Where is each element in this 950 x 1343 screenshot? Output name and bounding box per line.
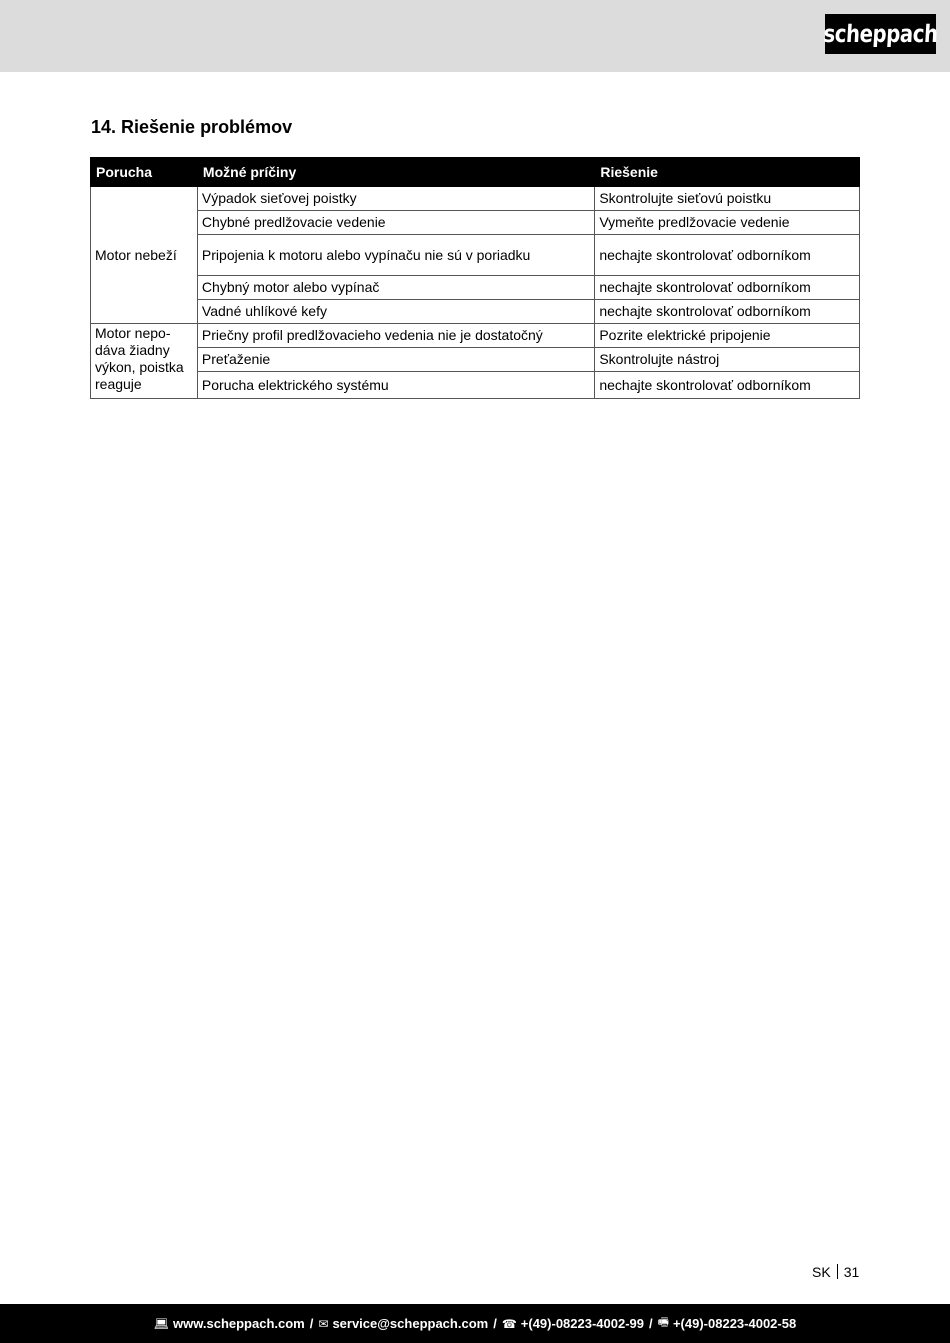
header-solution: Riešenie	[595, 158, 860, 187]
solution-cell: Pozrite elektrické pripojenie	[595, 324, 860, 348]
fax-number: +(49)-08223-4002-58	[672, 1316, 797, 1331]
footer-bar	[0, 1304, 950, 1343]
table-row	[91, 372, 860, 399]
fault-cell: Motor nebeží	[91, 187, 198, 324]
fault-cell: Motor nepo- dáva žiadny výkon, poistka reaguje	[91, 324, 198, 399]
page-divider	[837, 1264, 838, 1279]
table-row	[91, 276, 860, 300]
table-row	[91, 348, 860, 372]
solution-cell: Skontrolujte sieťovú poistku	[595, 187, 860, 211]
table-row	[91, 211, 860, 235]
website-link[interactable]: www.scheppach.com	[173, 1316, 305, 1331]
phone-number: +(49)-08223-4002-99	[520, 1316, 645, 1331]
section-title: 14. Riešenie problémov	[91, 117, 293, 137]
mail-icon: ✉︎	[318, 1316, 329, 1331]
scheppach-logo	[822, 14, 939, 54]
table-header-row	[91, 158, 860, 187]
page-number-value: 31	[843, 1264, 860, 1280]
footer-separator: /	[309, 1316, 314, 1331]
solution-cell: nechajte skontrolovať odborníkom	[595, 300, 860, 324]
header-causes: Možné príčiny	[197, 158, 594, 187]
solution-cell: nechajte skontrolovať odborníkom	[595, 276, 860, 300]
language-code: SK	[812, 1264, 831, 1280]
computer-icon: 💻︎	[153, 1316, 170, 1331]
solution-cell: nechajte skontrolovať odborníkom	[595, 372, 860, 399]
header-fault: Porucha	[91, 158, 198, 187]
troubleshooting-table	[90, 157, 860, 399]
table-row	[91, 235, 860, 276]
phone-icon: ☎︎	[501, 1316, 517, 1331]
table-row	[91, 187, 860, 211]
cause-cell: Porucha elektrického systému	[197, 372, 594, 399]
solution-cell: Skontrolujte nástroj	[595, 348, 860, 372]
cause-cell: Chybný motor alebo vypínač	[197, 276, 594, 300]
logo-text: scheppach	[822, 20, 939, 48]
cause-cell: Výpadok sieťovej poistky	[197, 187, 594, 211]
solution-cell: nechajte skontrolovať odborníkom	[595, 235, 860, 276]
cause-cell: Preťaženie	[197, 348, 594, 372]
footer-separator: /	[493, 1316, 497, 1331]
solution-cell: Vymeňte predlžovacie vedenie	[595, 211, 860, 235]
cause-cell: Vadné uhlíkové kefy	[197, 300, 594, 324]
fax-icon: 🖷︎	[657, 1315, 669, 1329]
email-link[interactable]: service@scheppach.com	[332, 1316, 489, 1331]
table-row	[91, 324, 860, 348]
cause-cell: Priečny profil predlžovacieho vedenia nie je dostatočný	[197, 324, 594, 348]
cause-cell: Chybné predlžovacie vedenie	[197, 211, 594, 235]
page-number	[812, 1264, 859, 1280]
header-band	[0, 0, 950, 72]
footer-separator: /	[649, 1316, 653, 1331]
cause-cell: Pripojenia k motoru alebo vypínaču nie sú v poriadku	[197, 235, 594, 276]
table-row	[91, 300, 860, 324]
